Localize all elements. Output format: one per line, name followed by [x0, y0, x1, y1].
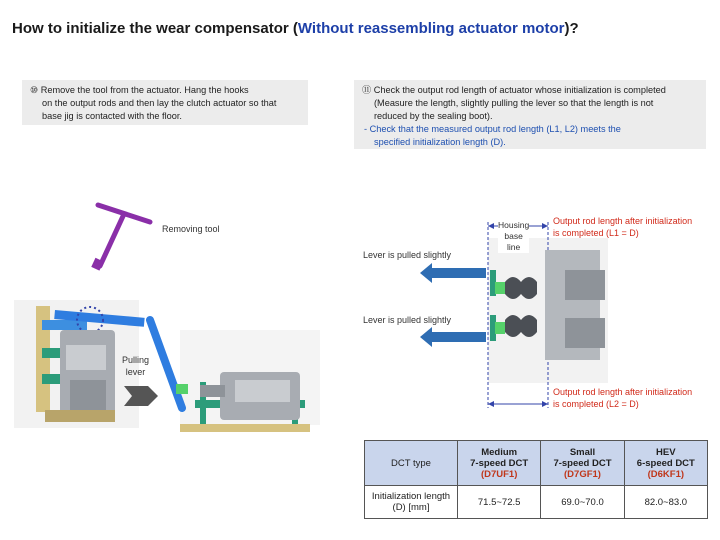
table-header-hev: HEV 6-speed DCT (D6KF1)	[624, 441, 707, 486]
output-rod-top-note: Output rod length after initialization is completed (L1 = D)	[553, 216, 693, 238]
title-highlight: Without reassembling actuator motor	[297, 20, 565, 37]
table-cell-small: 69.0~70.0	[541, 486, 624, 519]
table-header-row	[365, 441, 708, 486]
step-10-box: ⑩ Remove the tool from the actuator. Hang the hooks on the output rods and then lay the clutch actuator so that base jig is contacted with the floor.	[22, 80, 308, 125]
lever-arrow-bottom	[420, 327, 486, 347]
table-row-label: Initialization length (D) [mm]	[365, 486, 458, 519]
table-header-small: Small 7-speed DCT (D7GF1)	[541, 441, 624, 486]
table-header-dct-type: DCT type	[365, 441, 458, 486]
lever-arrow-top	[420, 263, 486, 283]
removing-tool-label: Removing tool	[162, 224, 220, 234]
table-cell-medium: 71.5~72.5	[458, 486, 541, 519]
initialization-spec-table	[364, 440, 708, 519]
output-rod-bottom-note: Output rod length after initialization is completed (L2 = D)	[553, 387, 693, 409]
table-row	[365, 486, 708, 519]
page-title: How to initialize the wear compensator (Without reassembling actuator motor)?	[12, 20, 579, 37]
lever-pulled-top-label: Lever is pulled slightly	[363, 250, 452, 260]
step-11-box: ⑪ Check the output rod length of actuator whose initialization is completed (Measure the length, slightly pulling the lever so that the length is not reduced by the sealing boot). - Check that the measured output rod length (L1, L2) meets the specified initialization length (D).	[354, 80, 706, 149]
table-cell-hev: 82.0~83.0	[624, 486, 707, 519]
lever-pulled-bottom-label: Lever is pulled slightly	[363, 315, 452, 325]
removing-tool-icon	[91, 205, 150, 271]
right-actuator-image	[150, 320, 320, 432]
table-header-medium: Medium 7-speed DCT (D7UF1)	[458, 441, 541, 486]
housing-base-line-label: Housing base line	[498, 220, 530, 252]
pulling-lever-label: Pulling lever	[122, 355, 150, 377]
